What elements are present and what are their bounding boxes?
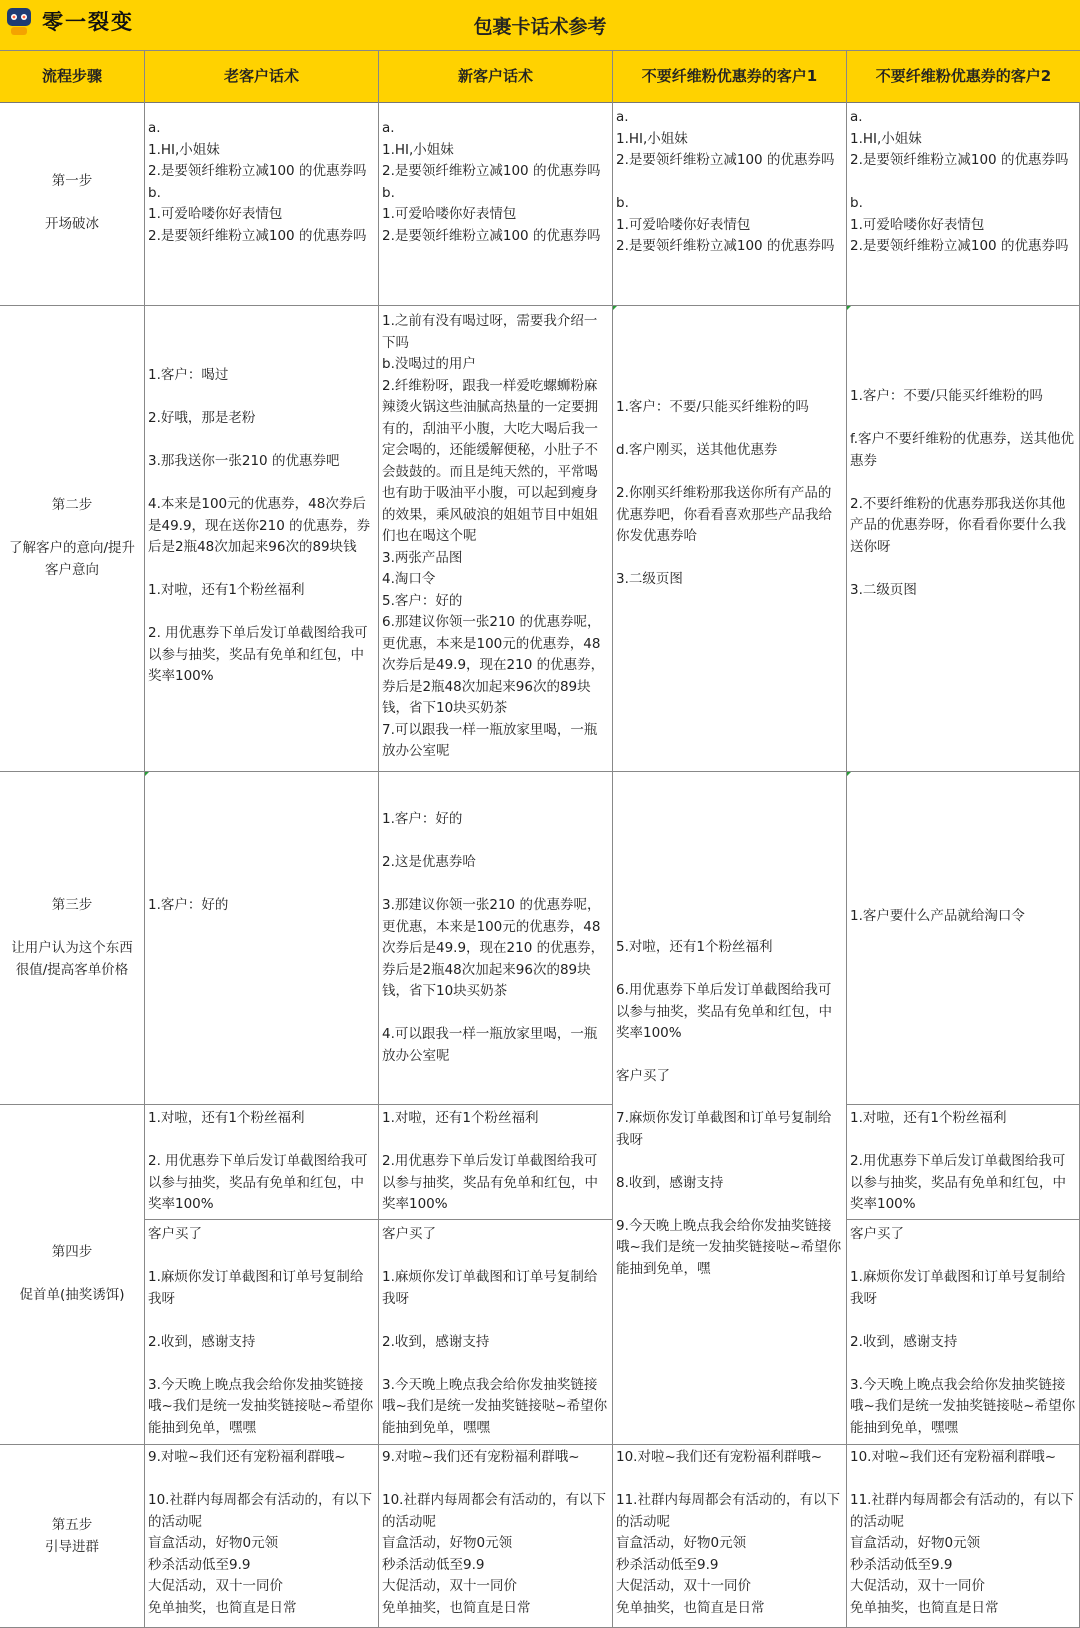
grid-line <box>846 1104 1080 1105</box>
row4-c2-script-b: 客户买了 1.麻烦你发订单截图和订单号复制给我呀 2.收到，感谢支持 3.今天晚上晚点我会给你发抽奖链接哦~我们是统一发抽奖链接哒~希望你能抽到免单，嘿嘿 <box>850 1226 1076 1436</box>
title-bar <box>0 0 1080 51</box>
table-header-row <box>0 51 1080 103</box>
row4-new-script-b: 客户买了 1.麻烦你发订单截图和订单号复制给我呀 2.收到，感谢支持 3.今天晚上晚点我会给你发抽奖链接哦~我们是统一发抽奖链接哒~希望你能抽到免单，嘿嘿 <box>382 1226 608 1436</box>
row3-c2-script: 1.客户要什么产品就给淘口令 <box>850 908 1025 924</box>
row4-new-script-a: 1.对啦，还有1个粉丝福利 2.用优惠券下单后发订单截图给我可以参与抽奖，奖品有免单和红包，中奖率100% <box>382 1110 598 1212</box>
row5-c2-script: 10.对啦~我们还有宠粉福利群哦~ 11.社群内每周都会有活动的，有以下的活动呢 盲盒活动，好物0元领 秒杀活动低至9.9 大促活动，双十一同价 免单抽奖，也简直是日常 <box>850 1449 1074 1616</box>
header-step: 流程步骤 <box>0 51 145 102</box>
step-5-label: 第五步 引导进群 <box>45 1517 99 1555</box>
row3-c1-script: 5.对啦，还有1个粉丝福利 6.用优惠券下单后发订单截图给我可以参与抽奖，奖品有免单和红包，中奖率100% 客户买了 <box>616 939 832 1084</box>
step-1-label: 第一步 开场破冰 <box>45 173 99 232</box>
step-3-label: 第三步 让用户认为这个东西 很值/提高客单价格 <box>11 897 133 978</box>
grid-line <box>0 1104 613 1105</box>
header-old-customer: 老客户话术 <box>145 51 379 102</box>
row3-old-script: 1.客户：好的 <box>148 897 229 913</box>
row4-c1-script: 7.麻烦你发订单截图和订单号复制给我呀 8.收到，感谢支持 9.今天晚上晚点我会给你发抽奖链接哦~我们是统一发抽奖链接哒~希望你能抽到免单，嘿 <box>616 1110 842 1277</box>
grid-line <box>144 102 145 1628</box>
grid-line <box>612 102 613 1628</box>
row5-new-script: 9.对啦~我们还有宠粉福利群哦~ 10.社群内每周都会有活动的，有以下的活动呢 盲盒活动，好物0元领 秒杀活动低至9.9 大促活动，双十一同价 免单抽奖，也简直是日常 <box>382 1449 606 1616</box>
row1-c2-script: a. 1.HI,小姐妹 2.是要领纤维粉立减100 的优惠券吗 b. 1.可爱哈喽你好表情包 2.是要领纤维粉立减100 的优惠券吗 <box>850 109 1069 254</box>
step-4-label: 第四步 促首单(抽奖诱饵) <box>19 1244 125 1303</box>
brand-name: 零一裂变 <box>42 10 134 34</box>
row2-old-script: 1.客户：喝过 2.好哦，那是老粉 3.那我送你一张210 的优惠券吧 4.本来是100元的优惠券，48次券后是49.9，现在送你210 的优惠券，券后是2瓶48次加起来96次的89块钱 1.对啦，还有1个粉丝福利 2. 用优惠券下单后发订单截图给我可以参与抽奖，奖品有免单和红包，中奖率100% <box>148 367 371 684</box>
row4-c2-script-a: 1.对啦，还有1个粉丝福利 2.用优惠券下单后发订单截图给我可以参与抽奖，奖品有免单和红包，中奖率100% <box>850 1110 1066 1212</box>
grid-line <box>0 771 1080 772</box>
grid-line <box>846 102 847 1628</box>
row2-c1-script: 1.客户：不要/只能买纤维粉的吗 d.客户刚买，送其他优惠券 2.你刚买纤维粉那我送你所有产品的优惠券吧，你看看喜欢那些产品我给你发优惠券哈 3.二级页图 <box>616 399 832 587</box>
header-new-customer: 新客户话术 <box>379 51 613 102</box>
comment-marker <box>847 772 851 776</box>
row2-new-script: 1.之前有没有喝过呀，需要我介绍一下吗 b.没喝过的用户 2.纤维粉呀，跟我一样爱吃螺蛳粉麻辣烫火锅这些油腻高热量的一定要拥有的，刮油平小腹，大吃大喝后我一定会喝的，还能缓解便秘，小肚子不会鼓鼓的。而且是纯天然的，平常喝也有助于吸油平小腹，可以起到瘦身的效果，乘风破浪的姐姐节目中姐姐们也在喝这个呢 3.两张产品图 4.淘口令 5.客户：好的 6.那建议你领一张210 的优惠券呢，更优惠，本来是100元的优惠券，48次券后是49.9，现在210 的优惠券，券后是2瓶48次加起来96次的89块钱，省下10块买奶茶 7.可以跟我一样一瓶放家里喝，一瓶放办公室呢 <box>382 313 605 759</box>
row4-old-script-b: 客户买了 1.麻烦你发订单截图和订单号复制给我呀 2.收到，感谢支持 3.今天晚上晚点我会给你发抽奖链接哦~我们是统一发抽奖链接哒~希望你能抽到免单，嘿嘿 <box>148 1226 374 1436</box>
step-2-label: 第二步 了解客户的意向/提升 客户意向 <box>8 497 136 578</box>
header-customer-1: 不要纤维粉优惠券的客户1 <box>613 51 847 102</box>
row2-c2-script: 1.客户：不要/只能买纤维粉的吗 f.客户不要纤维粉的优惠券，送其他优惠券 2.不要纤维粉的优惠券那我送你其他产品的优惠券呀，你看看你要什么我送你呀 3.二级页图 <box>850 388 1075 598</box>
row5-c1-script: 10.对啦~我们还有宠粉福利群哦~ 11.社群内每周都会有活动的，有以下的活动呢 盲盒活动，好物0元领 秒杀活动低至9.9 大促活动，双十一同价 免单抽奖，也简直是日常 <box>616 1449 840 1616</box>
comment-marker <box>145 772 149 776</box>
grid-line <box>378 102 379 1628</box>
grid-line <box>0 305 1080 306</box>
row1-new-script: a. 1.HI,小姐妹 2.是要领纤维粉立减100 的优惠券吗 b. 1.可爱哈喽你好表情包 2.是要领纤维粉立减100 的优惠券吗 <box>382 120 601 244</box>
grid-line <box>144 1219 613 1220</box>
row1-old-script: a. 1.HI,小姐妹 2.是要领纤维粉立减100 的优惠券吗 b. 1.可爱哈喽你好表情包 2.是要领纤维粉立减100 的优惠券吗 <box>148 120 367 244</box>
grid-line <box>846 1219 1080 1220</box>
row3-new-script: 1.客户：好的 2.这是优惠券哈 3.那建议你领一张210 的优惠券呢，更优惠，本来是100元的优惠券，48次券后是49.9，现在210 的优惠券，券后是2瓶48次加起来96次的89块钱，省下10块买奶茶 4.可以跟我一样一瓶放家里喝，一瓶放办公室呢 <box>382 811 605 1064</box>
comment-marker <box>847 306 851 310</box>
page-title: 包裹卡话术参考 <box>473 16 607 38</box>
header-customer-2: 不要纤维粉优惠券的客户2 <box>875 67 1052 85</box>
row1-c1-script: a. 1.HI,小姐妹 2.是要领纤维粉立减100 的优惠券吗 b. 1.可爱哈喽你好表情包 2.是要领纤维粉立减100 的优惠券吗 <box>616 109 835 254</box>
comment-marker <box>613 306 617 310</box>
grid-line <box>0 1444 1080 1445</box>
row4-old-script-a: 1.对啦，还有1个粉丝福利 2. 用优惠券下单后发订单截图给我可以参与抽奖，奖品有免单和红包，中奖率100% <box>148 1110 368 1212</box>
row5-old-script: 9.对啦~我们还有宠粉福利群哦~ 10.社群内每周都会有活动的，有以下的活动呢 盲盒活动，好物0元领 秒杀活动低至9.9 大促活动，双十一同价 免单抽奖，也简直是日常 <box>148 1449 372 1616</box>
